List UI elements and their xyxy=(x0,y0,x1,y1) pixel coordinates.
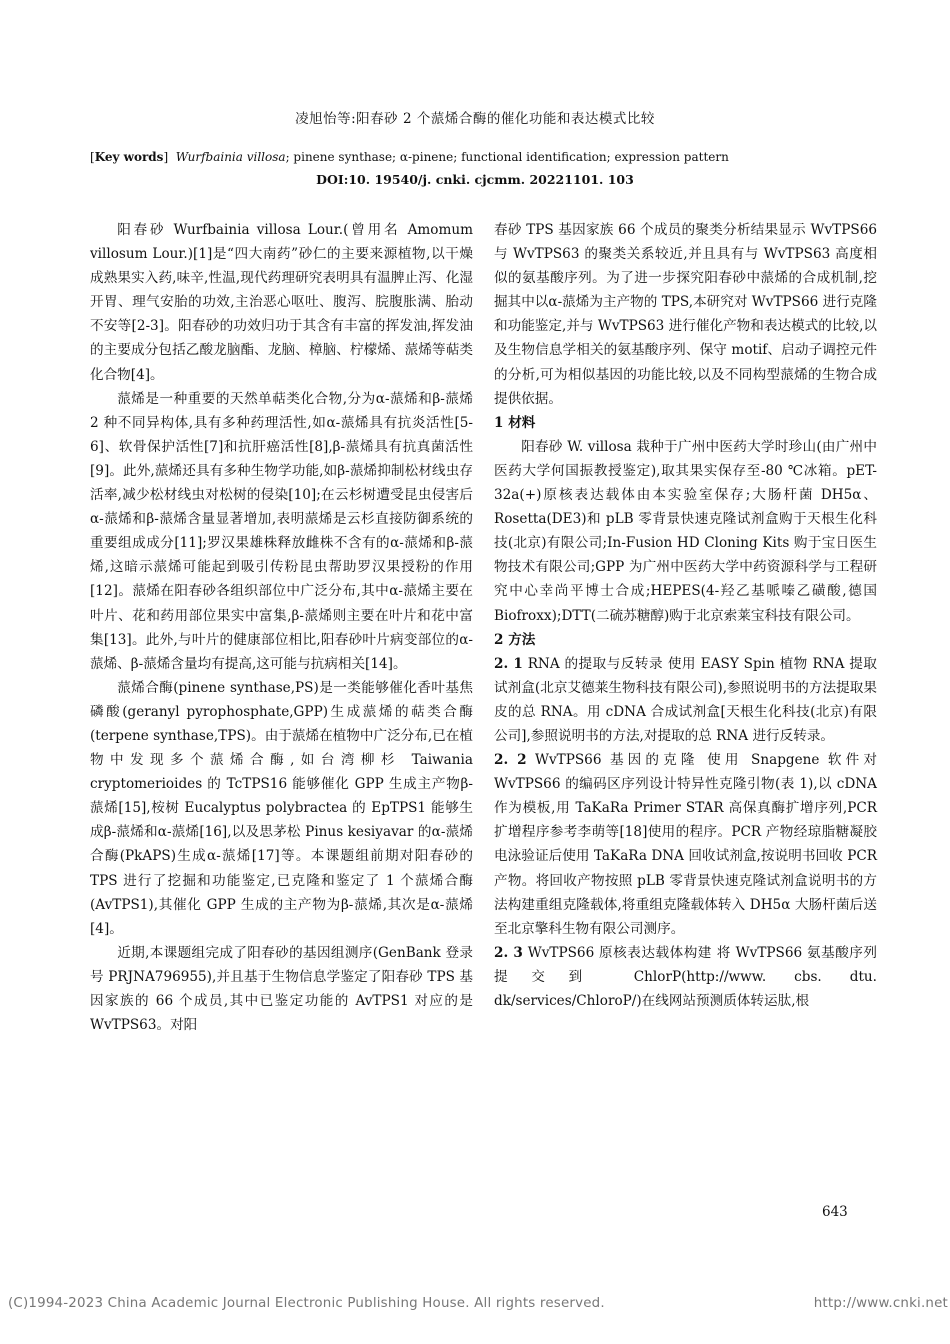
section-2-2 xyxy=(494,748,877,941)
footer xyxy=(8,1296,948,1311)
footer-url[interactable]: http://www.cnki.net xyxy=(813,1296,948,1311)
page-number: 643 xyxy=(822,1204,848,1220)
section-2-1 xyxy=(494,652,877,748)
keywords: [Key words] Wurfbainia villosa; pinene synthase; α-pinene; functional identification; expression pattern xyxy=(90,150,729,164)
section-2-title: 2 方法 xyxy=(494,631,536,648)
section-2-3-text: WvTPS66 原核表达载体构建 将 WvTPS66 氨基酸序列提交到 ChlorP(http://www. cbs. dtu. dk/services/ChloroP/)在线网站预测质体转运肽,根 xyxy=(494,944,878,1009)
intro-paragraph-4: 近期,本课题组完成了阳春砂的基因组测序(GenBank 登录号 PRJNA796955),并且基于生物信息学鉴定了阳春砂 TPS 基因家族的 66 个成员,其中已鉴定功能的 AvTPS1 对应的是 WvTPS63。对阳 xyxy=(90,944,473,1034)
section-2-2-number: 2. 2 xyxy=(494,752,527,769)
section-2-2-text: WvTPS66 基因的克隆 使用 Snapgene 软件对 WvTPS66 的编码区序列设计特异性克隆引物(表 1),以 cDNA 作为模板,用 TaKaRa Primer STAR 高保真酶扩增序列,PCR 扩增程序参考李萌等[18]使用的程序。PCR 产物经琼脂糖凝胶电泳验证后使用 TaKaRa DNA 回收试剂盒,按说明书回收 PCR 产物。将回收产物按照 pLB 零背景快速克隆试剂盒说明书的方法构建重组克隆载体,将重组克隆载体转入 DH5α 大肠杆菌后送至北京擎科生物有限公司测序。 xyxy=(494,752,877,937)
intro-paragraph-1: 阳春砂 Wurfbainia villosa Lour.(曾用名 Amomum villosum Lour.)[1]是“四大南药”砂仁的主要来源植物,以干燥成熟果实入药,味辛,性温,现代药理研究表明具有温脾止泻、化湿开胃、理气安胎的功效,主治恶心呕吐、腹泻、脘腹胀满、胎动不安等[2-3]。阳春砂的功效归功于其含有丰富的挥发油,挥发油的主要成分包括乙酸龙脑酯、龙脑、樟脑、柠檬烯、蒎烯等萜类化合物[4]。 xyxy=(90,222,473,383)
section-1-title: 1 材料 xyxy=(494,414,536,431)
intro-paragraph-2: 蒎烯是一种重要的天然单萜类化合物,分为α-蒎烯和β-蒎烯 2 种不同异构体,具有多种药理活性,如α-蒎烯具有抗炎活性[5-6]、软骨保护活性[7]和抗肝癌活性[8],β-蒎烯具有抗真菌活性[9]。此外,蒎烯还具有多种生物学功能,如β-蒎烯抑制松材线虫存活率,减少松材线虫对松树的侵染[10];在云杉树遭受昆虫侵害后α-蒎烯和β-蒎烯含量显著增加,表明蒎烯是云杉直接防御系统的重要组成成分[11];罗汉果雄株释放雌株不含有的α-蒎烯和β-蒎烯,这暗示蒎烯可能起到吸引传粉昆虫帮助罗汉果授粉的作用[12]。蒎烯在阳春砂各组织部位中广泛分布,其中α-蒎烯主要在叶片、花和药用部位果实中富集,β-蒎烯则主要在叶片和花中富集[13]。此外,与叶片的健康部位相比,阳春砂叶片病变部位的α-蒎烯、β-蒎烯含量均有提高,这可能与抗病相关[14]。 xyxy=(90,390,473,672)
section-2-3-number: 2. 3 xyxy=(494,944,523,961)
keywords-species: Wurfbainia villosa xyxy=(175,150,286,164)
right-column xyxy=(494,218,877,1013)
doi: DOI:10. 19540/j. cnki. cjcmm. 20221101. 103 xyxy=(316,172,634,187)
footer-copyright: (C)1994-2023 China Academic Journal Electronic Publishing House. All rights reserved. xyxy=(8,1296,605,1311)
section-1-text: 阳春砂 W. villosa 栽种于广州中医药大学时珍山(由广州中医药大学何国振教授鉴定),取其果实保存至-80 ℃冰箱。pET-32a(+)原核表达载体由本实验室保存;大肠杆菌 DH5α、Rosetta(DE3)和 pLB 零背景快速克隆试剂盒购于天根生化科技(北京)有限公司;In-Fusion HD Cloning Kits 购于宝日医生物技术有限公司;GPP 为广州中医药大学中药资源科学与工程研究中心幸尚平博士合成;HEPES(4-羟乙基哌嗪乙磺酸,德国 Biofroxx);DTT(二硫苏糖醇)购于北京索莱宝科技有限公司。 xyxy=(494,438,877,624)
running-header: 凌旭怡等:阳春砂 2 个蒎烯合酶的催化功能和表达模式比较 xyxy=(295,111,655,127)
section-2-1-text: RNA 的提取与反转录 使用 EASY Spin 植物 RNA 提取试剂盒(北京艾德莱生物科技有限公司),参照说明书的方法提取果皮的总 RNA。用 cDNA 合成试剂盒[天根生化科技(北京)有限公司],参照说明书的方法,对提取的总 RNA 进行反转录。 xyxy=(494,655,877,744)
left-column xyxy=(90,218,473,1037)
section-2-1-number: 2. 1 xyxy=(494,655,523,672)
intro-paragraph-3: 蒎烯合酶(pinene synthase,PS)是一类能够催化香叶基焦磷酸(geranyl pyrophosphate,GPP)生成蒎烯的萜类合酶(terpene synthase,TPS)。由于蒎烯在植物中广泛分布,已在植物中发现多个蒎烯合酶,如台湾柳杉 Taiwania cryptomerioides 的 TcTPS16 能够催化 GPP 生成主产物β-蒎烯[15],桉树 Eucalyptus polybractea 的 EpTPS1 能够生成β-蒎烯和α-蒎烯[16],以及思茅松 Pinus kesiyavar 的α-蒎烯合酶(PkAPS)生成α-蒎烯[17]等。本课题组前期对阳春砂的 TPS 进行了挖掘和功能鉴定,已克隆和鉴定了 1 个蒎烯合酶(AvTPS1),其催化 GPP 生成的主产物为β-蒎烯,其次是α-蒎烯[4]。 xyxy=(90,679,473,937)
keywords-rest: ; pinene synthase; α-pinene; functional identification; expression pattern xyxy=(285,150,729,164)
intro-paragraph-4-cont: 春砂 TPS 基因家族 66 个成员的聚类分析结果显示 WvTPS66 与 WvTPS63 的聚类关系较近,并且具有与 WvTPS63 高度相似的氨基酸序列。为了进一步探究阳春砂中蒎烯的合成机制,挖掘其中以α-蒎烯为主产物的 TPS,本研究对 WvTPS66 进行克隆和功能鉴定,并与 WvTPS63 进行催化产物和表达模式的比较,以及生物信息学相关的氨基酸序列、保守 motif、启动子调控元件的分析,可为相似基因的功能比较,以及不同构型蒎烯的生物合成提供依据。 xyxy=(494,222,877,407)
section-2-3 xyxy=(494,941,877,1013)
keywords-label: Key words xyxy=(94,150,164,164)
